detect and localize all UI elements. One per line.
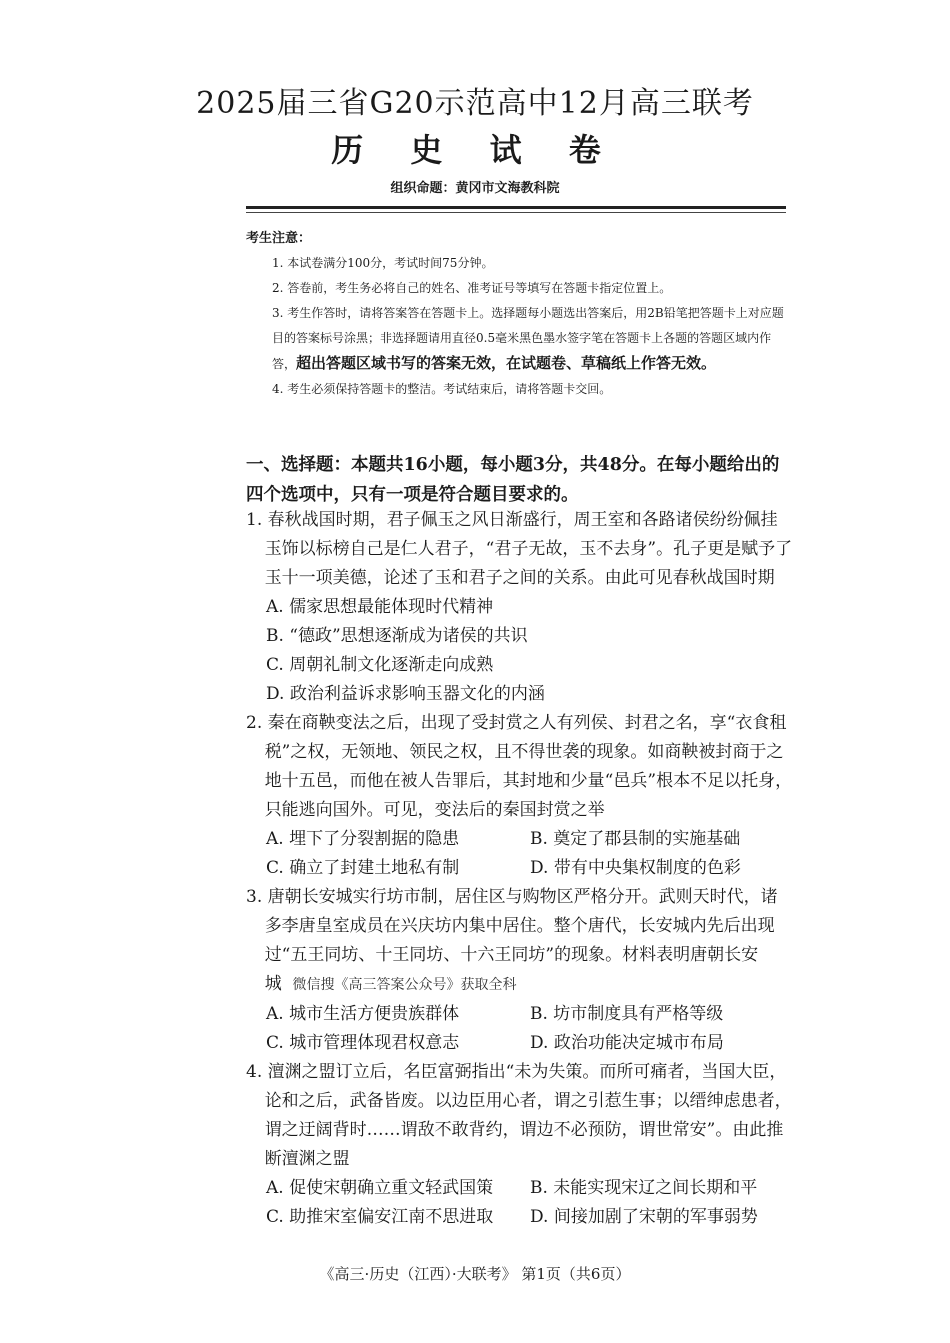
header-rule-thin	[246, 212, 786, 213]
question-4	[246, 1058, 794, 1232]
option-row	[246, 825, 794, 854]
option-b: B. 未能实现宋辽之间长期和平	[530, 1178, 758, 1198]
question-stem	[246, 883, 794, 1000]
notice-item-4: 4. 考生必须保持答题卡的整洁。考试结束后，请将答题卡交回。	[272, 382, 612, 396]
notice-item-2: 2. 答卷前，考生务必将自己的姓名、准考证号等填写在答题卡指定位置上。	[272, 281, 672, 295]
question-stem: 4. 澶渊之盟订立后，名臣富弼指出“未为失策。而所可痛者，当国大臣，论和之后，武备皆废。以边臣用心者，谓之引惹生事；以缙绅虑患者，谓之迂阔背时……谓敌不敢背约，谓边不必预防，谓世常安”。由此推断澶渊之盟	[246, 1062, 792, 1169]
option-c: C. 周朝礼制文化逐渐走向成熟	[266, 655, 494, 675]
exam-title: 2025届三省G20示范高中12月高三联考	[196, 86, 754, 121]
exam-organizer: 组织命题：黄冈市文海教科院	[390, 181, 560, 196]
question-stem: 2. 秦在商鞅变法之后，出现了受封赏之人有列侯、封君之名，享“衣食租税”之权，无领地、领民之权，且不得世袭的现象。如商鞅被封商于之地十五邑，而他在被人告罪后，其封地和少量“邑兵”根本不足以托身，只能逃向国外。可见，变法后的秦国封赏之举	[246, 713, 793, 820]
option-c: C. 确立了封建土地私有制	[266, 858, 460, 878]
question-3	[246, 883, 794, 1058]
candidate-notice	[246, 226, 791, 402]
option-c: C. 城市管理体现君权意志	[266, 1033, 460, 1053]
question-stem-text: 3. 唐朝长安城实行坊市制，居住区与购物区严格分开。武则天时代，诸多李唐皇室成员在兴庆坊内集中居住。整个唐代，长安城内先后出现过“五王同坊、十王同坊、十六王同坊”的现象。材料表明唐朝长安城	[246, 887, 778, 994]
page-footer: 《高三·历史（江西）·大联考》 第1页（共6页）	[319, 1265, 631, 1283]
option-d: D. 政治功能决定城市布局	[530, 1033, 724, 1053]
option-row	[246, 1203, 794, 1232]
option-row	[246, 1000, 794, 1029]
option-b: B. “德政”思想逐渐成为诸侯的共识	[266, 626, 528, 646]
option-b: B. 坊市制度具有严格等级	[530, 1004, 724, 1024]
option-b: B. 奠定了郡县制的实施基础	[530, 829, 741, 849]
option-a: A. 儒家思想最能体现时代精神	[266, 597, 494, 617]
option-row	[246, 1174, 794, 1203]
option-row	[246, 854, 794, 883]
section-title: 一、选择题：本题共16小题，每小题3分，共48分。在每小题给出的四个选项中，只有一项是符合题目要求的。	[246, 455, 780, 505]
option-d: D. 带有中央集权制度的色彩	[530, 858, 741, 878]
option-a: A. 埋下了分裂割据的隐患	[266, 829, 460, 849]
option-c: C. 助推宋室偏安江南不思进取	[266, 1207, 494, 1227]
header-rule-thick	[246, 206, 786, 209]
option-row	[246, 1029, 794, 1058]
watermark-text: 微信搜《高三答案公众号》获取全科	[292, 977, 517, 993]
option-a: A. 城市生活方便贵族群体	[266, 1004, 460, 1024]
notice-item-1: 1. 本试卷满分100分，考试时间75分钟。	[272, 256, 494, 270]
notice-item-3	[246, 301, 791, 377]
question-2	[246, 709, 794, 883]
notice-item-3-emphasis: 超出答题区域书写的答案无效，在试题卷、草稿纸上作答无效。	[296, 354, 717, 372]
exam-subject: 历 史 试 卷	[331, 131, 619, 169]
option-d: D. 政治利益诉求影响玉器文化的内涵	[266, 684, 545, 704]
notice-item-3-text: 3. 考生作答时，请将答案答在答题卡上。选择题每小题选出答案后，用2B铅笔把答题卡上对应题目的答案标号涂黑；非选择题请用直径0.5毫米黑色墨水签字笔在答题卡上各题的答题区域内作答，	[272, 306, 784, 371]
question-stem: 1. 春秋战国时期，君子佩玉之风日渐盛行，周王室和各路诸侯纷纷佩挂玉饰以标榜自己是仁人君子，“君子无故，玉不去身”。孔子更是赋予了玉十一项美德，论述了玉和君子之间的关系。由此可见春秋战国时期	[246, 510, 793, 588]
notice-heading: 考生注意：	[246, 231, 312, 246]
option-d: D. 间接加剧了宋朝的军事弱势	[530, 1207, 758, 1227]
option-a: A. 促使宋朝确立重文轻武国策	[266, 1178, 494, 1198]
question-list	[246, 506, 794, 1232]
question-1	[246, 506, 794, 709]
